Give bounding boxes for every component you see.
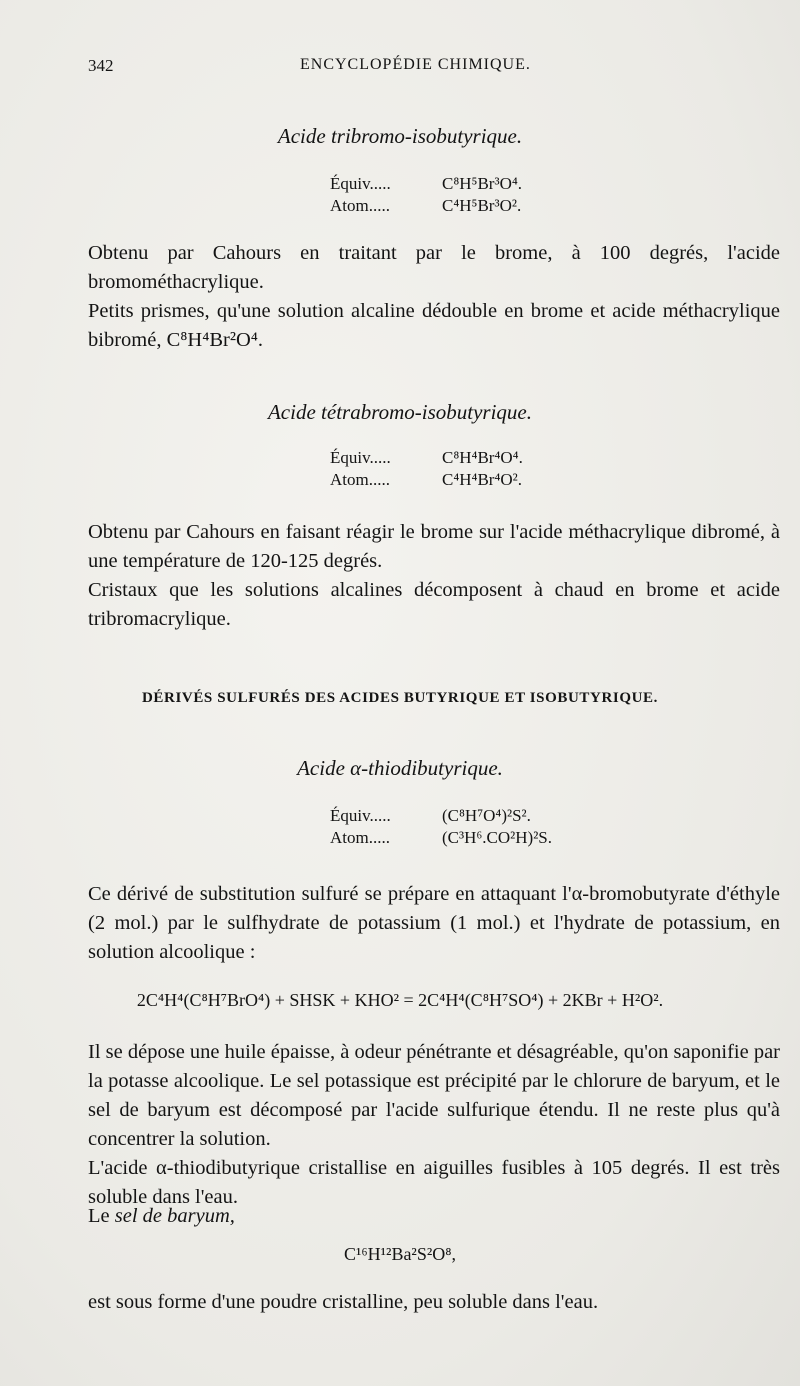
chapter-heading: DÉRIVÉS SULFURÉS DES ACIDES BUTYRIQUE ET ISOBUTYRIQUE. <box>141 690 658 706</box>
formula-value: C⁸H⁴Br⁴O⁴. <box>442 448 523 467</box>
formula-equiv-tetrabromo <box>330 448 523 468</box>
reaction-equation: 2C⁴H⁴(C⁸H⁷BrO⁴) + SHSK + KHO² = 2C⁴H⁴(C⁸H⁷SO⁴) + 2KBr + H²O². <box>136 990 664 1010</box>
paragraph: Obtenu par Cahours en traitant par le brome, à 100 degrés, l'acide bromométhacrylique. <box>88 242 780 293</box>
paragraph: Petits prismes, qu'une solution alcaline dédouble en brome et acide méthacrylique bibromé, C⁸H⁴Br²O⁴. <box>88 300 780 351</box>
formula-label: Équiv..... <box>330 174 391 193</box>
paragraph <box>88 1202 780 1231</box>
section-title-tribromo: Acide tribromo-isobutyrique. <box>277 124 523 148</box>
salt-formula: C¹⁶H¹²Ba²S²O⁸, <box>343 1244 457 1264</box>
paragraph: Il se dépose une huile épaisse, à odeur pénétrante et désagréable, qu'on saponifie par la potasse alcoolique. Le sel potassique est précipité par le chlorure de baryum, et le sel de baryum est décomposé par l'acide sulfurique étendu. Il ne reste plus qu'à concentrer la solution. <box>88 1041 780 1150</box>
paragraph: L'acide α-thiodibutyrique cristallise en aiguilles fusibles à 105 degrés. Il est très soluble dans l'eau. <box>88 1157 780 1208</box>
section-title-tetrabromo: Acide tétrabromo-isobutyrique. <box>267 400 532 424</box>
section-title-thiodibutyrique: Acide α-thiodibutyrique. <box>297 756 503 780</box>
formula-equiv-thio <box>330 806 531 826</box>
formula-atom-tribromo <box>330 196 521 216</box>
salt-name: sel de baryum, <box>114 1205 235 1227</box>
formula-label: Équiv..... <box>330 806 391 825</box>
paragraph: Cristaux que les solutions alcalines décomposent à chaud en brome et acide tribromacrylique. <box>88 579 780 630</box>
formula-equiv-tribromo <box>330 174 522 194</box>
formula-value: C⁴H⁵Br³O². <box>442 196 522 215</box>
paragraph: Obtenu par Cahours en faisant réagir le brome sur l'acide méthacrylique dibromé, à une température de 120-125 degrés. <box>88 521 780 572</box>
formula-value: (C³H⁶.CO²H)²S. <box>442 828 553 847</box>
page-number: 342 <box>88 56 114 75</box>
formula-atom-tetrabromo <box>330 470 522 490</box>
formula-label: Atom..... <box>330 470 390 489</box>
formula-value: C⁴H⁴Br⁴O². <box>442 470 523 489</box>
formula-label: Atom..... <box>330 828 390 847</box>
formula-value: (C⁸H⁷O⁴)²S². <box>442 806 531 825</box>
formula-label: Atom..... <box>330 196 390 215</box>
formula-value: C⁸H⁵Br³O⁴. <box>442 174 523 193</box>
paragraph: est sous forme d'une poudre cristalline, peu soluble dans l'eau. <box>88 1291 599 1313</box>
running-title: ENCYCLOPÉDIE CHIMIQUE. <box>300 56 531 73</box>
formula-label: Équiv..... <box>330 448 391 467</box>
salt-prefix: Le <box>88 1205 110 1227</box>
formula-atom-thio <box>330 828 552 848</box>
paragraph: Ce dérivé de substitution sulfuré se prépare en attaquant l'α-bromobutyrate d'éthyle (2 mol.) par le sulfhydrate de potassium (1 mol.) et l'hydrate de potassium, en solution alcoolique : <box>88 883 780 963</box>
